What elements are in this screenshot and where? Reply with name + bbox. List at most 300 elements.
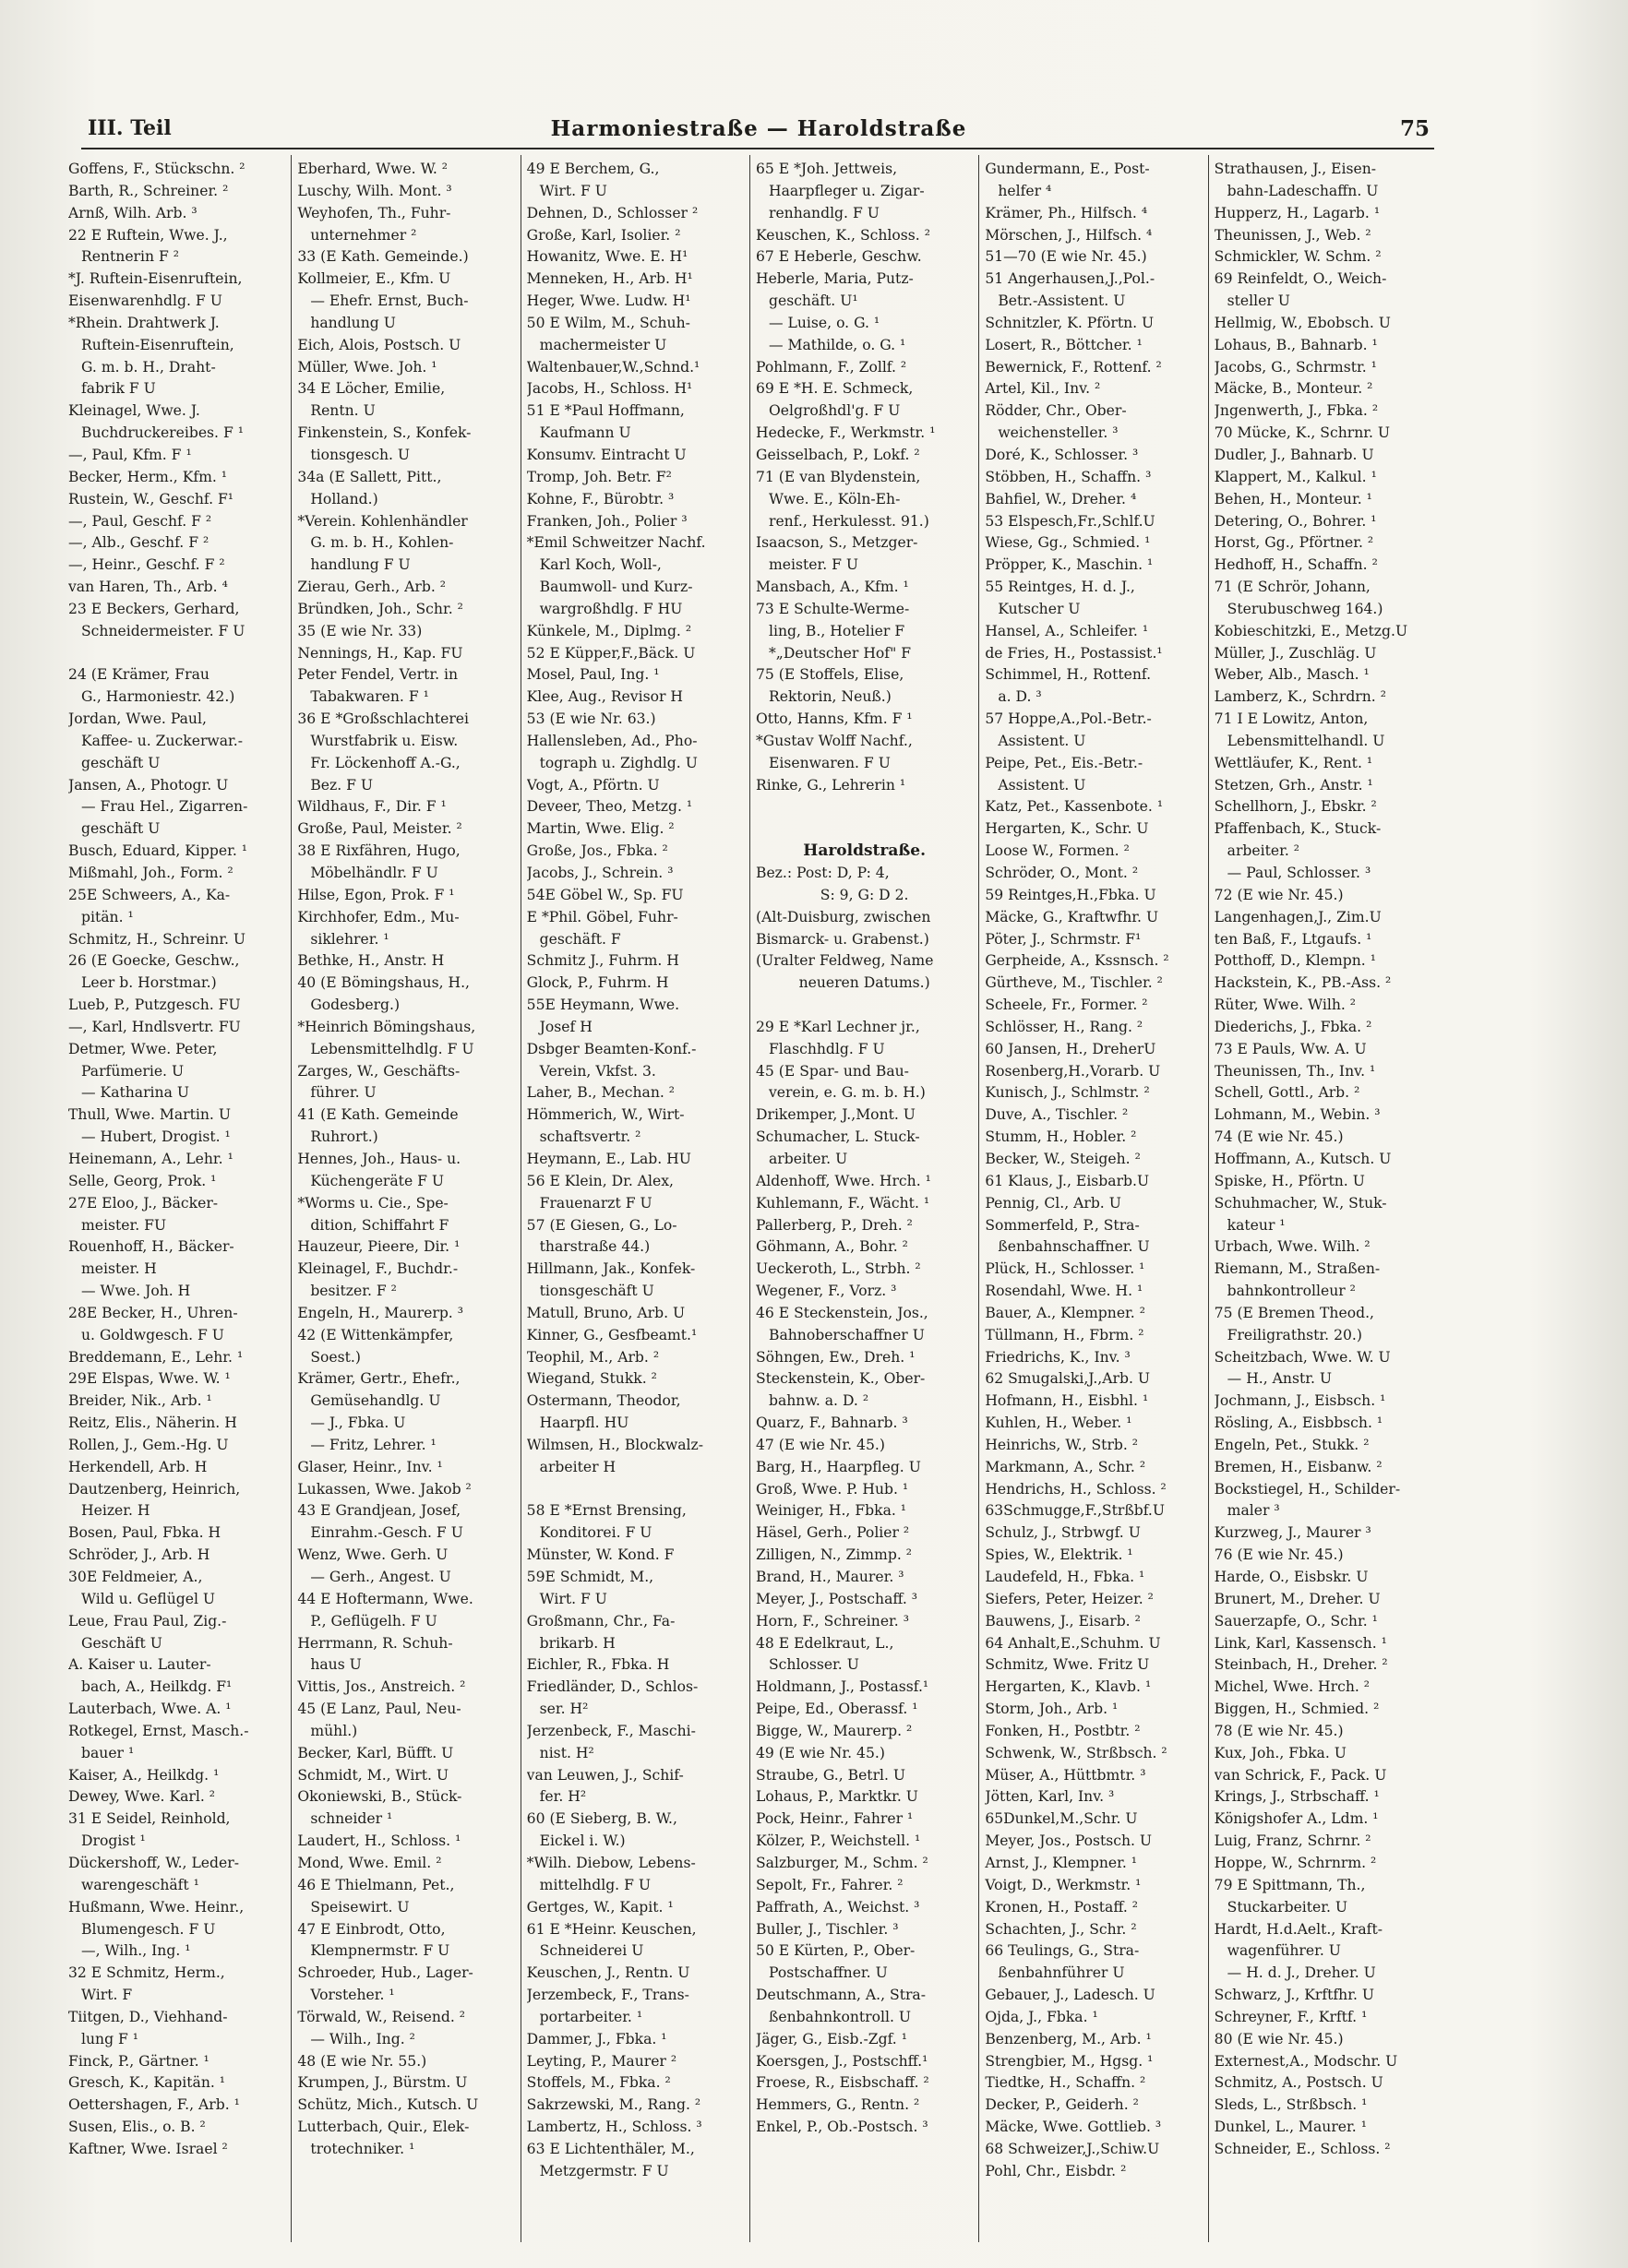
directory-entry: Schröder, J., Arb. H: [68, 1546, 210, 1564]
directory-entry: Schroeder, Hub., Lager-: [297, 1964, 473, 1982]
directory-entry: — J., Fbka. U: [310, 1415, 406, 1432]
directory-entry: Große, Karl, Isolier. ²: [526, 226, 681, 244]
directory-entry: Meyer, J., Postschaff. ³: [755, 1590, 918, 1607]
directory-entry: 43 E Grandjean, Josef,: [297, 1502, 461, 1520]
directory-entry: Schmitz J., Fuhrm. H: [526, 952, 679, 970]
directory-entry: Lukassen, Wwe. Jakob ²: [297, 1480, 472, 1498]
directory-entry: — Katharina U: [81, 1084, 189, 1102]
directory-entry: Godesberg.): [310, 997, 401, 1014]
directory-entry: Wirt. F U: [539, 182, 607, 199]
directory-entry: Große, Paul, Meister. ²: [297, 820, 462, 838]
directory-entry: arbeiter H: [539, 1458, 616, 1475]
directory-entry: Bismarck- u. Grabenst.): [755, 930, 929, 948]
directory-entry: Bauer, A., Klempner. ²: [985, 1304, 1145, 1321]
directory-entry: Pock, Heinr., Fahrer ¹: [755, 1810, 914, 1828]
directory-entry: u. Goldwgesch. F U: [81, 1326, 224, 1343]
directory-entry: Verein, Vkfst. 3.: [539, 1062, 656, 1080]
directory-entry: S: 9, G: D 2.: [820, 886, 909, 903]
directory-entry: Große, Jos., Fbka. ²: [526, 842, 668, 860]
directory-entry: 51—70 (E wie Nr. 45.): [985, 248, 1147, 266]
directory-entry: Lutterbach, Quir., Elek-: [297, 2119, 470, 2136]
directory-entry: Behen, H., Monteur. ¹: [1214, 490, 1372, 507]
directory-entry: Schachten, J., Schr. ²: [985, 1920, 1137, 1938]
directory-entry: Horst, Gg., Pförtner. ²: [1214, 534, 1374, 552]
directory-entry: 34a (E Sallett, Pitt.,: [297, 468, 442, 485]
directory-entry: Schellhorn, J., Ebskr. ²: [1214, 798, 1377, 816]
directory-entry: 53 Elspesch,Fr.,Schlf.U: [985, 512, 1155, 530]
directory-entry: Mäcke, G., Kraftwfhr. U: [985, 908, 1159, 925]
directory-entry: *Wilh. Diebow, Lebens-: [526, 1854, 696, 1871]
directory-entry: Hedecke, F., Werkmstr. ¹: [755, 424, 936, 442]
directory-entry: Finck, P., Gärtner. ¹: [68, 2052, 209, 2070]
directory-entry: Loose W., Formen. ²: [985, 842, 1130, 860]
directory-entry: Heinrichs, W., Strb. ²: [985, 1436, 1139, 1453]
directory-entry: Mäcke, Wwe. Gottlieb. ³: [985, 2119, 1162, 2136]
directory-entry: lung F ¹: [81, 2030, 139, 2047]
directory-entry: Wettläufer, K., Rent. ¹: [1214, 754, 1373, 771]
directory-entry: Postschaffner. U: [768, 1964, 888, 1982]
directory-entry: Stuckarbeiter. U: [1227, 1898, 1348, 1916]
directory-entry: Hennes, Joh., Haus- u.: [297, 1150, 461, 1167]
directory-entry: Kunisch, J., Schlmstr. ²: [985, 1084, 1150, 1102]
directory-entry: Heberle, Maria, Putz-: [755, 270, 914, 288]
directory-entry: Schneiderei U: [539, 1942, 644, 1960]
directory-entry: Schell, Gottl., Arb. ²: [1214, 1084, 1360, 1102]
directory-entry: Storm, Joh., Arb. ¹: [985, 1701, 1119, 1718]
directory-entry: neueren Datums.): [798, 974, 930, 992]
directory-entry: Blumengesch. F U: [81, 1920, 216, 1938]
directory-entry: Sakrzewski, M., Rang. ²: [526, 2096, 701, 2114]
directory-entry: Vittis, Jos., Anstreich. ²: [297, 1678, 466, 1696]
directory-entry: 38 E Rixfähren, Hugo,: [297, 842, 461, 860]
directory-entry: nist. H²: [539, 1744, 594, 1761]
directory-entry: handlung F U: [310, 556, 411, 574]
directory-entry: Katz, Pet., Kassenbote. ¹: [985, 798, 1164, 816]
directory-entry: [68, 643, 285, 665]
directory-entry: Lamberz, K., Schrdrn. ²: [1214, 688, 1386, 706]
directory-entry: renf., Herkulesst. 91.): [768, 512, 929, 530]
directory-entry: Flaschhdlg. F U: [768, 1040, 885, 1057]
directory-entry: Rösling, A., Eisbbsch. ¹: [1214, 1415, 1383, 1432]
directory-entry: Schmickler, W. Schm. ²: [1214, 248, 1382, 266]
directory-entry: siklehrer. ¹: [310, 930, 389, 948]
directory-entry: Pröpper, K., Maschin. ¹: [985, 556, 1154, 574]
directory-entry: —, Paul, Kfm. F ¹: [68, 446, 192, 463]
directory-entry: Groß, Wwe. P. Hub. ¹: [755, 1480, 909, 1498]
directory-entry: Kobieschitzki, E., Metzg.U: [1214, 622, 1408, 639]
directory-entry: Barth, R., Schreiner. ²: [68, 182, 229, 199]
directory-entry: 46 E Steckenstein, Jos.,: [755, 1304, 928, 1321]
directory-entry: Paffrath, A., Weichst. ³: [755, 1898, 920, 1916]
directory-entry: Duve, A., Tischler. ²: [985, 1106, 1129, 1124]
directory-entry: 28E Becker, H., Uhren-: [68, 1304, 238, 1321]
directory-entry: Keuschen, K., Schloss. ²: [755, 226, 930, 244]
directory-entry: 79 E Spittmann, Th.,: [1214, 1876, 1366, 1893]
directory-entry: wargroßhdlg. F HU: [539, 600, 683, 617]
directory-entry: Steinbach, H., Dreher. ²: [1214, 1656, 1388, 1674]
directory-entry: 50 E Kürten, P., Ober-: [755, 1942, 916, 1960]
directory-entry: 53 (E wie Nr. 63.): [526, 710, 656, 728]
directory-entry: Oettershagen, F., Arb. ¹: [68, 2096, 240, 2114]
directory-entry: Jacobs, H., Schloss. H¹: [526, 380, 693, 398]
directory-entry: G. m. b. H., Draht-: [81, 358, 216, 376]
directory-entry: de Fries, H., Postassist.¹: [985, 644, 1163, 662]
directory-entry: Wiese, Gg., Schmied. ¹: [985, 534, 1151, 552]
directory-entry: tograph u. Zighdlg. U: [539, 754, 698, 771]
page-title: Harmoniestraße — Haroldstraße: [550, 116, 967, 141]
directory-entry: Detmer, Wwe. Peter,: [68, 1040, 218, 1057]
directory-entry: 59 Reintges,H.,Fbka. U: [985, 886, 1156, 903]
directory-entry: Hardt, H.d.Aelt., Kraft-: [1214, 1920, 1383, 1938]
directory-entry: Tromp, Joh. Betr. F²: [526, 468, 672, 485]
directory-entry: Diederichs, J., Fbka. ²: [1214, 1018, 1372, 1035]
directory-entry: Schnitzler, K. Pförtn. U: [985, 314, 1155, 331]
directory-entry: Externest,A., Modschr. U: [1214, 2052, 1398, 2070]
directory-entry: Lohaus, B., Bahnarb. ¹: [1214, 336, 1378, 353]
directory-entry: Froese, R., Eisbschaff. ²: [755, 2074, 929, 2092]
directory-entry: Geschäft U: [81, 1634, 162, 1652]
directory-entry: Hergarten, K., Schr. U: [985, 820, 1149, 838]
directory-entry: Hömmerich, W., Wirt-: [526, 1106, 685, 1124]
directory-entry: Kuhlen, H., Weber. ¹: [985, 1415, 1132, 1432]
directory-entry: tharstraße 44.): [539, 1238, 651, 1256]
directory-entry: (Alt-Duisburg, zwischen: [755, 908, 931, 925]
directory-entry: Mansbach, A., Kfm. ¹: [755, 579, 909, 596]
directory-entry: 35 (E wie Nr. 33): [297, 622, 423, 639]
directory-entry: Langenhagen,J., Zim.U: [1214, 908, 1382, 925]
directory-entry: Lambertz, H., Schloss. ³: [526, 2119, 702, 2136]
directory-entry: Teophil, M., Arb. ²: [526, 1348, 660, 1366]
directory-entry: unternehmer ²: [310, 226, 417, 244]
directory-entry: Quarz, F., Bahnarb. ³: [755, 1415, 908, 1432]
directory-entry: Pfaffenbach, K., Stuck-: [1214, 820, 1382, 838]
directory-entry: (Uralter Feldweg, Name: [755, 952, 934, 970]
directory-entry: Plück, H., Schlosser. ¹: [985, 1260, 1145, 1278]
directory-entry: pitän. ¹: [81, 908, 134, 925]
directory-entry: Ruhrort.): [310, 1128, 378, 1146]
directory-entry: Müser, A., Hüttbmtr. ³: [985, 1766, 1146, 1784]
directory-entry: 34 E Löcher, Emilie,: [297, 380, 446, 398]
directory-entry: bauer ¹: [81, 1744, 135, 1761]
directory-entry: Krämer, Gertr., Ehefr.,: [297, 1370, 461, 1388]
directory-entry: Kaftner, Wwe. Israel ²: [68, 2140, 228, 2157]
directory-entry: Dautzenberg, Heinrich,: [68, 1480, 241, 1498]
directory-entry: Hedhoff, H., Schaffn. ²: [1214, 556, 1378, 574]
directory-entry: schneider ¹: [310, 1810, 393, 1828]
directory-entry: van Haren, Th., Arb. ⁴: [68, 579, 228, 596]
directory-entry: Einrahm.-Gesch. F U: [310, 1524, 463, 1542]
directory-entry: Wegener, F., Vorz. ³: [755, 1283, 897, 1300]
directory-entry: 78 (E wie Nr. 45.): [1214, 1722, 1344, 1739]
directory-entry: Mosel, Paul, Ing. ¹: [526, 666, 660, 684]
directory-entry: ling, B., Hotelier F: [768, 622, 905, 639]
directory-entry: Scheele, Fr., Former. ²: [985, 997, 1148, 1014]
directory-entry: Pöter, J., Schrmstr. F¹: [985, 930, 1142, 948]
directory-entry: 49 E Berchem, G.,: [526, 161, 660, 177]
directory-entry: fer. H²: [539, 1788, 587, 1806]
directory-entry: 64 Anhalt,E.,Schuhm. U: [985, 1634, 1161, 1652]
directory-entry: Kux, Joh., Fbka. U: [1214, 1744, 1347, 1761]
directory-entry: 67 E Heberle, Geschw.: [755, 248, 922, 266]
directory-entry: Keuschen, J., Rentn. U: [526, 1964, 690, 1982]
directory-entry: Bez. F U: [310, 776, 374, 794]
directory-entry: Haarpfleger u. Zigar-: [768, 182, 925, 199]
directory-entry: Kirchhofer, Edm., Mu-: [297, 908, 460, 925]
directory-entry: weichensteller. ³: [998, 424, 1119, 442]
directory-entry: führer. U: [310, 1084, 377, 1102]
directory-entry: 66 Teulings, G., Stra-: [985, 1942, 1140, 1960]
directory-entry: Luig, Franz, Schrnr. ²: [1214, 1832, 1371, 1850]
directory-entry: 31 E Seidel, Reinhold,: [68, 1810, 231, 1828]
directory-entry: Ostermann, Theodor,: [526, 1392, 681, 1410]
directory-entry: Pallerberg, P., Dreh. ²: [755, 1216, 913, 1234]
directory-entry: Vogt, A., Pförtn. U: [526, 776, 660, 794]
directory-entry: Jacobs, G., Schrmstr. ¹: [1214, 358, 1377, 376]
directory-entry: Herrmann, R. Schuh-: [297, 1634, 453, 1652]
directory-entry: Wiegand, Stukk. ²: [526, 1370, 657, 1388]
directory-entry: Oelgroßhdl'g. F U: [768, 402, 901, 420]
directory-entry: 63 E Lichtenthäler, M.,: [526, 2140, 695, 2157]
directory-entry: Dewey, Wwe. Karl. ²: [68, 1788, 216, 1806]
directory-entry: Jngenwerth, J., Fbka. ²: [1214, 402, 1379, 420]
directory-entry: Bez.: Post: D, P: 4,: [755, 865, 890, 881]
directory-entry: Wilmsen, H., Blockwalz-: [526, 1436, 703, 1453]
directory-entry: 57 (E Giesen, G., Lo-: [526, 1216, 677, 1234]
directory-entry: Schneidermeister. F U: [81, 622, 245, 639]
directory-entry: Pohlmann, F., Zollf. ²: [755, 358, 907, 376]
directory-entry: Kaufmann U: [539, 424, 631, 442]
directory-entry: Arnst, J., Klempner. ¹: [985, 1854, 1137, 1871]
directory-entry: 29E Elspas, Wwe. W. ¹: [68, 1370, 231, 1388]
directory-entry: Fr. Löckenhoff A.-G.,: [310, 754, 461, 771]
column-6: [1209, 155, 1438, 2242]
directory-entry: Mäcke, B., Monteur. ²: [1214, 380, 1373, 398]
directory-entry: [756, 818, 973, 841]
directory-entry: Bockstiegel, H., Schilder-: [1214, 1480, 1401, 1498]
directory-entry: Rentn. U: [310, 402, 376, 420]
directory-entry: meister. H: [81, 1260, 157, 1278]
directory-entry: Theunissen, Th., Inv. ¹: [1214, 1062, 1376, 1080]
directory-entry: Freiligrathstr. 20.): [1227, 1326, 1362, 1343]
column-1: [63, 155, 292, 2242]
directory-entry: Holland.): [310, 490, 378, 507]
directory-entry: 74 (E wie Nr. 45.): [1214, 1128, 1344, 1146]
directory-entry: Gertges, W., Kapit. ¹: [526, 1898, 674, 1916]
page-header: [88, 116, 1430, 146]
directory-entry: 51 Angerhausen,J.,Pol.-: [985, 270, 1155, 288]
directory-entry: Enkel, P., Ob.-Postsch. ³: [755, 2119, 928, 2136]
directory-entry: Müller, J., Zuschläg. U: [1214, 644, 1377, 662]
directory-entry: Peter Fendel, Vertr. in: [297, 666, 459, 684]
directory-entry: Hauzeur, Pieere, Dir. ¹: [297, 1238, 461, 1256]
directory-entry: Becker, W., Steigeh. ²: [985, 1150, 1141, 1167]
directory-entry: Deutschmann, A., Stra-: [755, 1987, 926, 2004]
directory-entry: Geisselbach, P., Lokf. ²: [755, 446, 920, 463]
directory-entry: Eisenwaren. F U: [768, 754, 891, 771]
directory-entry: Hußmann, Wwe. Heinr.,: [68, 1898, 245, 1916]
directory-entry: 68 Schweizer,J.,Schiw.U: [985, 2140, 1160, 2157]
directory-entry: Bahnoberschaffner U: [768, 1326, 925, 1343]
directory-entry: Heger, Wwe. Ludw. H¹: [526, 292, 691, 310]
directory-entry: Jötten, Karl, Inv. ³: [985, 1788, 1115, 1806]
directory-entry: — Fritz, Lehrer. ¹: [310, 1436, 437, 1453]
directory-entry: Betr.-Assistent. U: [998, 292, 1126, 310]
directory-entry: *Emil Schweitzer Nachf.: [526, 534, 706, 552]
directory-entry: 42 (E Wittenkämpfer,: [297, 1326, 454, 1343]
directory-entry: Hansel, A., Schleifer. ¹: [985, 622, 1149, 639]
directory-entry: 65 E *Joh. Jettweis,: [755, 161, 898, 177]
directory-entry: Gebauer, J., Ladesch. U: [985, 1987, 1155, 2004]
directory-entry: Sauerzapfe, O., Schr. ¹: [1214, 1612, 1378, 1629]
directory-entry: Stöbben, H., Schaffn. ³: [985, 468, 1152, 485]
directory-entry: Gundermann, E., Post-: [985, 161, 1150, 177]
directory-entry: Selle, Georg, Prok. ¹: [68, 1172, 217, 1189]
directory-entry: handlung U: [310, 314, 396, 331]
directory-entry: Wurstfabrik u. Eisw.: [310, 732, 459, 749]
directory-entry: Wirt. F: [81, 1987, 133, 2004]
directory-entry: Artel, Kil., Inv. ²: [985, 380, 1101, 398]
directory-entry: Franken, Joh., Polier ³: [526, 512, 688, 530]
directory-entry: Deveer, Theo, Metzg. ¹: [526, 798, 693, 816]
directory-entry: wagenführer. U: [1227, 1942, 1341, 1960]
directory-entry: trotechniker. ¹: [310, 2140, 415, 2157]
directory-entry: —, Karl, Hndlsvertr. FU: [68, 1018, 241, 1035]
directory-entry: Peipe, Pet., Eis.-Betr.-: [985, 754, 1143, 771]
directory-entry: 73 E Schulte-Werme-: [755, 600, 910, 617]
directory-entry: Dudler, J., Bahnarb. U: [1214, 446, 1374, 463]
directory-entry: Kutscher U: [998, 600, 1081, 617]
directory-entry: 47 E Einbrodt, Otto,: [297, 1920, 446, 1938]
directory-entry: Heymann, E., Lab. HU: [526, 1150, 691, 1167]
directory-entry: Gresch, K., Kapitän. ¹: [68, 2074, 226, 2092]
directory-entry: Bethke, H., Anstr. H: [297, 952, 445, 970]
directory-entry: [756, 796, 973, 818]
directory-entry: Zierau, Gerh., Arb. ²: [297, 579, 447, 596]
directory-entry: Howanitz, Wwe. E. H¹: [526, 248, 688, 266]
directory-entry: Wild u. Geflügel U: [81, 1590, 216, 1607]
directory-entry: Lohaus, P., Marktkr. U: [755, 1788, 918, 1806]
column-2: [292, 155, 521, 2242]
directory-entry: *Worms u. Cie., Spe-: [297, 1194, 449, 1212]
directory-entry: Söhngen, Ew., Dreh. ¹: [755, 1348, 916, 1366]
directory-columns: [63, 155, 1438, 2242]
directory-entry: Müller, Wwe. Joh. ¹: [297, 358, 437, 376]
directory-entry: Kleinagel, Wwe. J.: [68, 402, 200, 420]
directory-entry: Salzburger, M., Schm. ²: [755, 1854, 928, 1871]
directory-entry: Kleinagel, F., Buchdr.-: [297, 1260, 459, 1278]
directory-entry: Leyting, P., Maurer ²: [526, 2052, 677, 2070]
directory-entry: Küchengeräte F U: [310, 1172, 445, 1189]
directory-entry: Hoppe, W., Schrnrm. ²: [1214, 1854, 1377, 1871]
directory-entry: Rüter, Wwe. Wilh. ²: [1214, 997, 1357, 1014]
directory-entry: Bründken, Joh., Schr. ²: [297, 600, 463, 617]
directory-entry: P., Geflügelh. F U: [310, 1612, 437, 1629]
directory-entry: steller U: [1227, 292, 1290, 310]
directory-entry: Schlosser. U: [768, 1656, 859, 1674]
directory-entry: Susen, Elis., o. B. ²: [68, 2119, 206, 2136]
directory-entry: Schulz, J., Strbwgf. U: [985, 1524, 1141, 1542]
directory-entry: Rouenhoff, H., Bäcker-: [68, 1238, 234, 1256]
directory-entry: 44 E Hoftermann, Wwe.: [297, 1590, 473, 1607]
directory-entry: Zarges, W., Geschäfts-: [297, 1062, 461, 1080]
directory-entry: Kronen, H., Postaff. ²: [985, 1898, 1139, 1916]
directory-entry: Rektorin, Neuß.): [768, 688, 892, 706]
directory-entry: ten Baß, F., Ltgaufs. ¹: [1214, 930, 1372, 948]
header-rule: [81, 148, 1434, 149]
directory-entry: Bewernick, F., Rottenf. ²: [985, 358, 1162, 376]
directory-entry: Goffens, F., Stückschn. ²: [68, 161, 245, 177]
directory-entry: Assistent. U: [998, 732, 1086, 749]
directory-entry: Baumwoll- und Kurz-: [539, 579, 693, 596]
directory-entry: Drikemper, J.,Mont. U: [755, 1106, 916, 1124]
directory-entry: Kaiser, A., Heilkdg. ¹: [68, 1766, 220, 1784]
directory-entry: 70 Mücke, K., Schrnr. U: [1214, 424, 1391, 442]
directory-entry: Rotkegel, Ernst, Masch.-: [68, 1722, 249, 1739]
directory-entry: 51 E *Paul Hoffmann,: [526, 402, 685, 420]
directory-entry: Kaffee- u. Zuckerwar.-: [81, 732, 244, 749]
directory-entry: —, Paul, Geschf. F ²: [68, 512, 212, 530]
directory-entry: tionsgeschäft U: [539, 1283, 654, 1300]
directory-entry: machermeister U: [539, 336, 667, 353]
directory-entry: Ojda, J., Fbka. ¹: [985, 2008, 1098, 2025]
directory-entry: Bosen, Paul, Fbka. H: [68, 1524, 221, 1542]
directory-entry: Törwald, W., Reisend. ²: [297, 2008, 466, 2025]
directory-entry: Gerpheide, A., Kssnsch. ²: [985, 952, 1169, 970]
directory-entry: Bauwens, J., Eisarb. ²: [985, 1612, 1141, 1629]
directory-entry: Okoniewski, B., Stück-: [297, 1788, 462, 1806]
directory-entry: Eich, Alois, Postsch. U: [297, 336, 461, 353]
directory-entry: Schuhmacher, W., Stuk-: [1214, 1194, 1387, 1212]
directory-entry: Otto, Hanns, Kfm. F ¹: [755, 710, 913, 728]
directory-entry: Theunissen, J., Web. ²: [1214, 226, 1371, 244]
directory-entry: Voigt, D., Werkmstr. ¹: [985, 1876, 1142, 1893]
directory-entry: Sleds, L., Strßbsch. ¹: [1214, 2096, 1368, 2114]
directory-entry: —, Alb., Geschf. F ²: [68, 534, 209, 552]
directory-entry: Arnß, Wilh. Arb. ³: [68, 204, 198, 221]
directory-entry: 55 Reintges, H. d. J.,: [985, 579, 1135, 596]
directory-entry: Mond, Wwe. Emil. ²: [297, 1854, 442, 1871]
directory-entry: Rollen, J., Gem.-Hg. U: [68, 1436, 229, 1453]
directory-entry: kateur ¹: [1227, 1216, 1286, 1234]
directory-entry: Ruftein-Eisenruftein,: [81, 336, 234, 353]
directory-entry: Engeln, H., Maurerp. ³: [297, 1304, 463, 1321]
directory-entry: renhandlg. F U: [768, 204, 880, 221]
directory-entry: E *Phil. Göbel, Fuhr-: [526, 908, 678, 925]
directory-entry: Eisenwarenhdlg. F U: [68, 292, 222, 310]
directory-entry: Hilse, Egon, Prok. F ¹: [297, 886, 455, 903]
directory-entry: 59E Schmidt, M.,: [526, 1569, 654, 1585]
directory-entry: Becker, Herm., Kfm. ¹: [68, 468, 228, 485]
directory-entry: Wwe. E., Köln-Eh-: [768, 490, 901, 507]
directory-entry: Gemüsehandlg. U: [310, 1392, 441, 1410]
directory-entry: Dammer, J., Fbka. ¹: [526, 2030, 667, 2047]
directory-entry: Strengbier, M., Hgsg. ¹: [985, 2052, 1154, 2070]
directory-entry: 47 (E wie Nr. 45.): [755, 1436, 885, 1453]
directory-entry: 30E Feldmeier, A.,: [68, 1569, 203, 1585]
directory-entry: ßenbahnkontroll. U: [768, 2008, 912, 2025]
directory-entry: geschäft U: [81, 820, 161, 838]
directory-entry: Brand, H., Maurer. ³: [755, 1569, 904, 1585]
directory-entry: Bahfiel, W., Dreher. ⁴: [985, 490, 1137, 507]
column-5: [979, 155, 1208, 2242]
directory-entry: Hofmann, H., Eisbhl. ¹: [985, 1392, 1149, 1410]
directory-entry: Karl Koch, Woll-,: [539, 556, 662, 574]
directory-entry: Schimmel, H., Rottenf.: [985, 666, 1152, 684]
directory-entry: Klappert, M., Kalkul. ¹: [1214, 468, 1377, 485]
directory-entry: Konsumv. Eintracht U: [526, 446, 687, 463]
directory-entry: Laher, B., Mechan. ²: [526, 1084, 676, 1102]
directory-entry: mühl.): [310, 1722, 358, 1739]
